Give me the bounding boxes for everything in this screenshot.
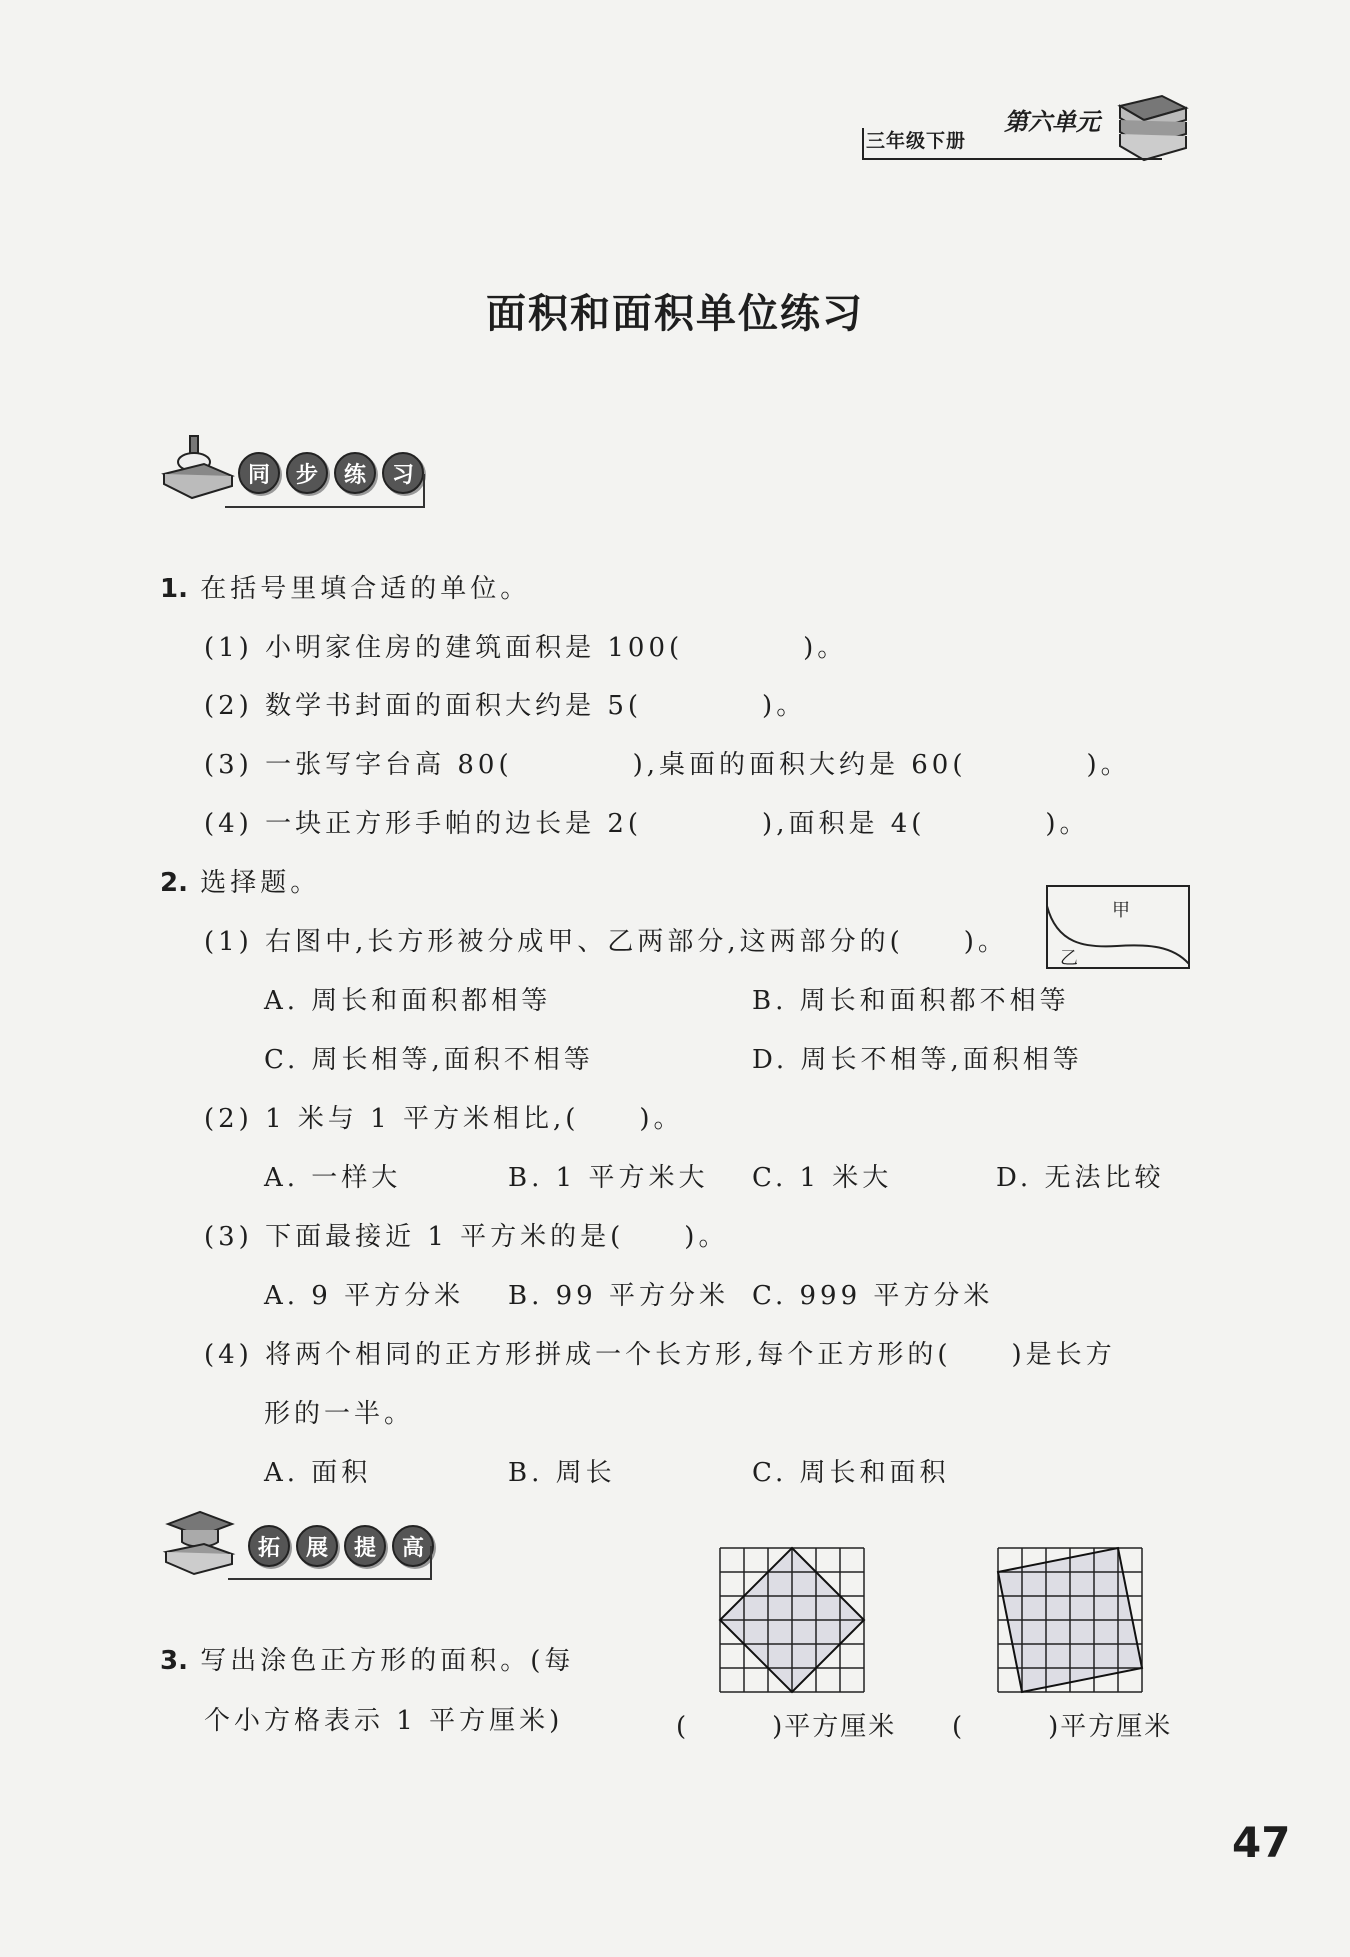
badge-char: 高 bbox=[392, 1525, 434, 1567]
grid-figure-2 bbox=[996, 1546, 1144, 1694]
badge-char: 练 bbox=[334, 452, 376, 494]
section-badge-extend bbox=[248, 1525, 434, 1567]
question-3 bbox=[160, 1640, 574, 1677]
question-number: 1. bbox=[160, 574, 188, 604]
option: B. 1 平方米大 bbox=[508, 1163, 709, 1193]
answer-blank-2[interactable]: ( )平方厘米 bbox=[952, 1712, 1173, 1742]
option: D. 周长不相等,面积相等 bbox=[752, 1045, 1083, 1075]
grade-label: 三年级下册 bbox=[866, 130, 967, 152]
option: C. 周长相等,面积不相等 bbox=[264, 1045, 594, 1075]
q2-part-1-stem: (1) 右图中,长方形被分成甲、乙两部分,这两部分的( )。 bbox=[204, 927, 1008, 957]
q1-item-4: (4) 一块正方形手帕的边长是 2( ),面积是 4( )。 bbox=[204, 809, 1090, 839]
option: A. 面积 bbox=[264, 1458, 372, 1488]
grid-figure-1 bbox=[718, 1546, 866, 1694]
question-2 bbox=[160, 862, 320, 899]
figure-label-yi: 乙 bbox=[1060, 948, 1078, 969]
section-underline bbox=[225, 506, 425, 508]
option: B. 99 平方分米 bbox=[508, 1281, 729, 1311]
option: B. 周长 bbox=[508, 1458, 616, 1488]
q1-item-2: (2) 数学书封面的面积大约是 5( )。 bbox=[204, 691, 807, 721]
section-badge-sync bbox=[238, 452, 424, 494]
option: B. 周长和面积都不相等 bbox=[752, 986, 1070, 1016]
q1-item-1: (1) 小明家住房的建筑面积是 100( )。 bbox=[204, 633, 848, 663]
unit-label: 第六单元 bbox=[1004, 108, 1100, 136]
figure-label-jia: 甲 bbox=[1112, 900, 1130, 921]
q2-part-2-stem: (2) 1 米与 1 平方米相比,( )。 bbox=[204, 1104, 684, 1134]
books-stack-icon bbox=[1110, 92, 1190, 164]
option: D. 无法比较 bbox=[996, 1163, 1165, 1193]
option: C. 周长和面积 bbox=[752, 1458, 950, 1488]
q1-item-3: (3) 一张写字台高 80( ),桌面的面积大约是 60( )。 bbox=[204, 750, 1131, 780]
badge-char: 同 bbox=[238, 452, 280, 494]
option: C. 1 米大 bbox=[752, 1163, 893, 1193]
question-stem: 写出涂色正方形的面积。(每 bbox=[200, 1646, 575, 1676]
graduation-cap-books-icon bbox=[160, 1508, 240, 1580]
q2-part-4-stem-cont: 形的一半。 bbox=[264, 1399, 415, 1429]
q2-part-4-stem: (4) 将两个相同的正方形拼成一个长方形,每个正方形的( )是长方 bbox=[204, 1340, 1116, 1370]
badge-char: 展 bbox=[296, 1525, 338, 1567]
section-underline-end bbox=[423, 474, 425, 508]
badge-char: 提 bbox=[344, 1525, 386, 1567]
q2-part-3-stem: (3) 下面最接近 1 平方米的是( )。 bbox=[204, 1222, 729, 1252]
question-1 bbox=[160, 568, 530, 605]
question-stem-cont: 个小方格表示 1 平方厘米) bbox=[204, 1706, 564, 1736]
option: A. 周长和面积都相等 bbox=[264, 986, 552, 1016]
header-rule bbox=[862, 158, 1162, 160]
badge-char: 拓 bbox=[248, 1525, 290, 1567]
answer-blank-1[interactable]: ( )平方厘米 bbox=[676, 1712, 897, 1742]
question-number: 2. bbox=[160, 868, 188, 898]
question-number: 3. bbox=[160, 1646, 188, 1676]
header-rule-vertical bbox=[862, 128, 864, 160]
question-stem: 在括号里填合适的单位。 bbox=[200, 574, 531, 604]
page-title: 面积和面积单位练习 bbox=[486, 290, 864, 337]
option: A. 9 平方分米 bbox=[264, 1281, 465, 1311]
lamp-books-icon bbox=[160, 434, 240, 506]
option: C. 999 平方分米 bbox=[752, 1281, 994, 1311]
badge-char: 习 bbox=[382, 452, 424, 494]
badge-char: 步 bbox=[286, 452, 328, 494]
section-underline-end bbox=[430, 1546, 432, 1580]
option: A. 一样大 bbox=[264, 1163, 402, 1193]
page-number: 47 bbox=[1232, 1818, 1291, 1867]
question-stem: 选择题。 bbox=[200, 868, 321, 898]
section-underline bbox=[228, 1578, 432, 1580]
